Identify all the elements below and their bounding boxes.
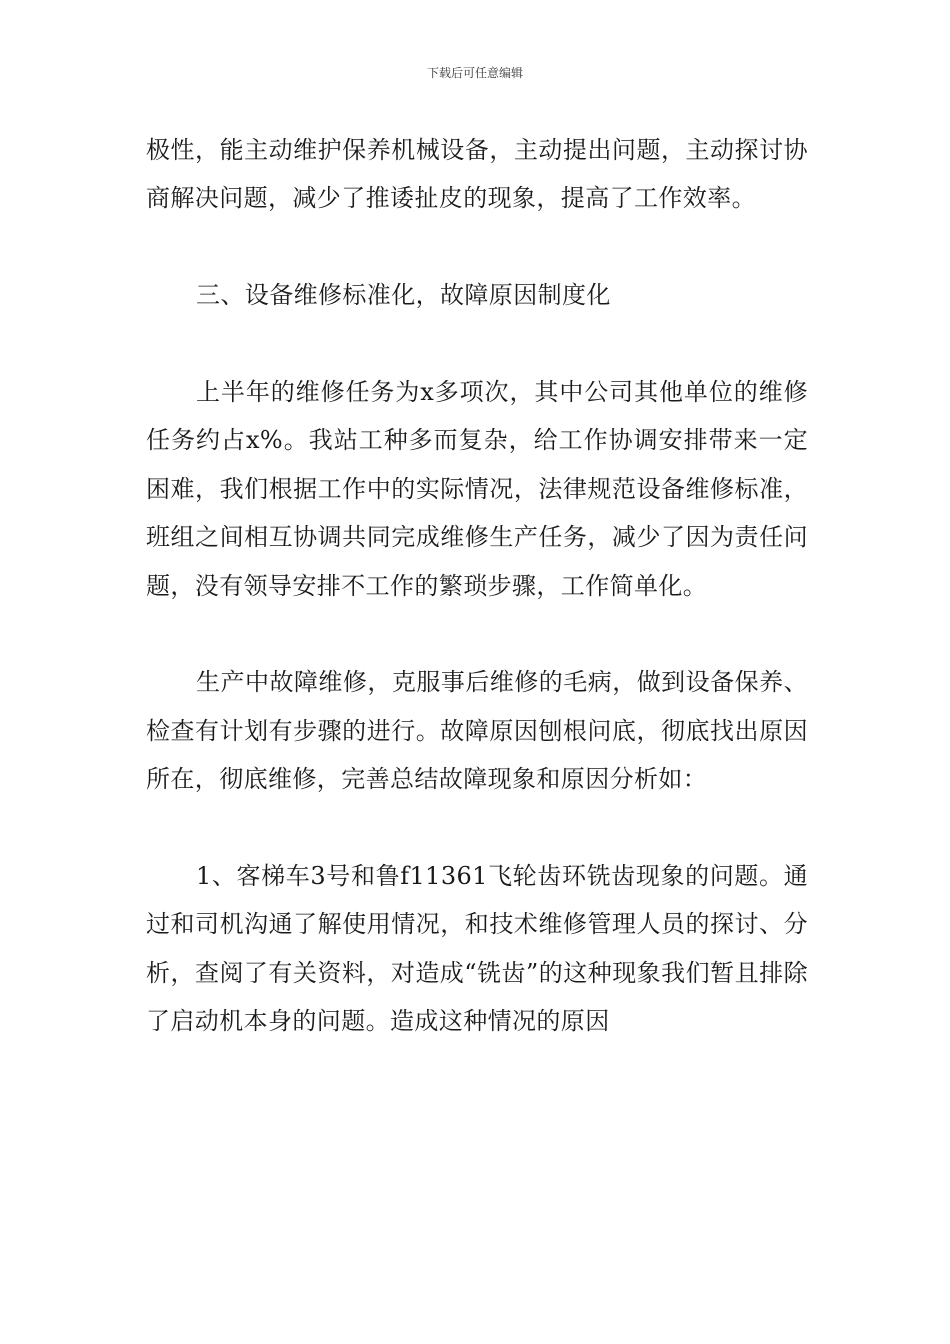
paragraph-gap — [146, 610, 808, 658]
document-body — [146, 126, 808, 1046]
paragraph-gap — [146, 223, 808, 271]
section-heading: 三、设备维修标准化，故障原因制度化 — [196, 281, 611, 310]
paragraph-fault-repair: 生产中故障维修，克服事后维修的毛病，做到设备保养、检查有计划有步骤的进行。故障原因刨根问底，彻底找出原因所在，彻底维修，完善总结故障现象和原因分析如： — [146, 668, 808, 794]
paragraph-maintenance-tasks: 上半年的维修任务为x多项次，其中公司其他单位的维修任务约占x%。我站工种多而复杂，给工作协调安排带来一定困难，我们根据工作中的实际情况，法律规范设备维修标准，班组之间相互协调共同完成维修生产任务，减少了因为责任问题，没有领导安排不工作的繁琐步骤，工作简单化。 — [146, 378, 808, 600]
paragraph-continuation: 极性，能主动维护保养机械设备，主动提出问题，主动探讨协商解决问题，减少了推诿扯皮的现象，提高了工作效率。 — [146, 136, 808, 213]
paragraph-gap — [146, 804, 808, 852]
header-note: 下载后可任意编辑 — [426, 66, 523, 80]
paragraph-gap — [146, 320, 808, 368]
paragraph-item-1: 1、客梯车3号和鲁f11361飞轮齿环铣齿现象的问题。通过和司机沟通了解使用情况，和技术维修管理人员的探讨、分析，查阅了有关资料，对造成“铣齿”的这种现象我们暂且排除了启动机本身的问题。造成这种情况的原因 — [146, 862, 808, 1036]
